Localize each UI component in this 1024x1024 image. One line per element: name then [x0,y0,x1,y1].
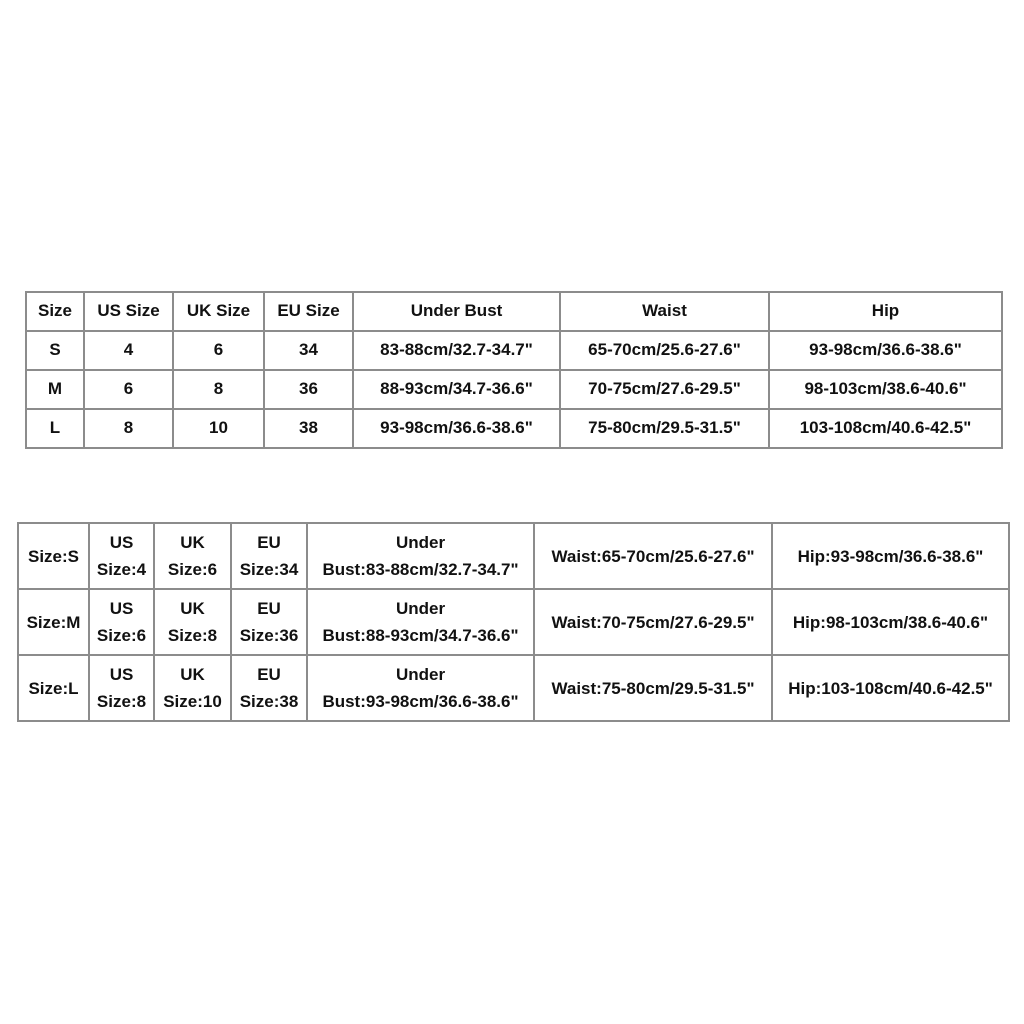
table-row [26,331,1002,370]
cell-hip: Hip:93-98cm/36.6-38.6" [772,523,1009,589]
table-row [18,589,1009,655]
size-chart-table [25,291,1003,449]
cell-uk-size: UK Size:8 [154,589,231,655]
cell-waist: Waist:65-70cm/25.6-27.6" [534,523,772,589]
cell-us-size: 4 [84,331,173,370]
size-chart-table-labeled [17,522,1010,722]
header-waist: Waist [560,292,769,331]
cell-eu-size: EU Size:38 [231,655,307,721]
cell-under-bust: Under Bust:93-98cm/36.6-38.6" [307,655,534,721]
cell-uk-size: 8 [173,370,264,409]
cell-size: M [26,370,84,409]
cell-hip: 98-103cm/38.6-40.6" [769,370,1002,409]
header-eu-size: EU Size [264,292,353,331]
cell-us-size: US Size:6 [89,589,154,655]
cell-us-size: 8 [84,409,173,448]
cell-size: Size:L [18,655,89,721]
cell-us-size: US Size:8 [89,655,154,721]
cell-uk-size: 6 [173,331,264,370]
table-row [18,655,1009,721]
cell-under-bust: Under Bust:83-88cm/32.7-34.7" [307,523,534,589]
cell-hip: Hip:103-108cm/40.6-42.5" [772,655,1009,721]
cell-under-bust: 93-98cm/36.6-38.6" [353,409,560,448]
cell-size: L [26,409,84,448]
cell-waist: 65-70cm/25.6-27.6" [560,331,769,370]
cell-under-bust: 88-93cm/34.7-36.6" [353,370,560,409]
table-row [18,523,1009,589]
cell-uk-size: UK Size:6 [154,523,231,589]
cell-eu-size: 34 [264,331,353,370]
header-hip: Hip [769,292,1002,331]
cell-eu-size: EU Size:36 [231,589,307,655]
cell-waist: 75-80cm/29.5-31.5" [560,409,769,448]
cell-size: Size:M [18,589,89,655]
cell-hip: 93-98cm/36.6-38.6" [769,331,1002,370]
table-header-row [26,292,1002,331]
cell-under-bust: 83-88cm/32.7-34.7" [353,331,560,370]
cell-waist: Waist:75-80cm/29.5-31.5" [534,655,772,721]
header-us-size: US Size [84,292,173,331]
cell-eu-size: 36 [264,370,353,409]
cell-waist: 70-75cm/27.6-29.5" [560,370,769,409]
cell-uk-size: UK Size:10 [154,655,231,721]
table-row [26,370,1002,409]
cell-uk-size: 10 [173,409,264,448]
cell-hip: Hip:98-103cm/38.6-40.6" [772,589,1009,655]
cell-eu-size: EU Size:34 [231,523,307,589]
cell-us-size: 6 [84,370,173,409]
cell-eu-size: 38 [264,409,353,448]
cell-under-bust: Under Bust:88-93cm/34.7-36.6" [307,589,534,655]
cell-us-size: US Size:4 [89,523,154,589]
header-uk-size: UK Size [173,292,264,331]
cell-hip: 103-108cm/40.6-42.5" [769,409,1002,448]
cell-size: S [26,331,84,370]
cell-size: Size:S [18,523,89,589]
header-size: Size [26,292,84,331]
table-row [26,409,1002,448]
cell-waist: Waist:70-75cm/27.6-29.5" [534,589,772,655]
header-under-bust: Under Bust [353,292,560,331]
